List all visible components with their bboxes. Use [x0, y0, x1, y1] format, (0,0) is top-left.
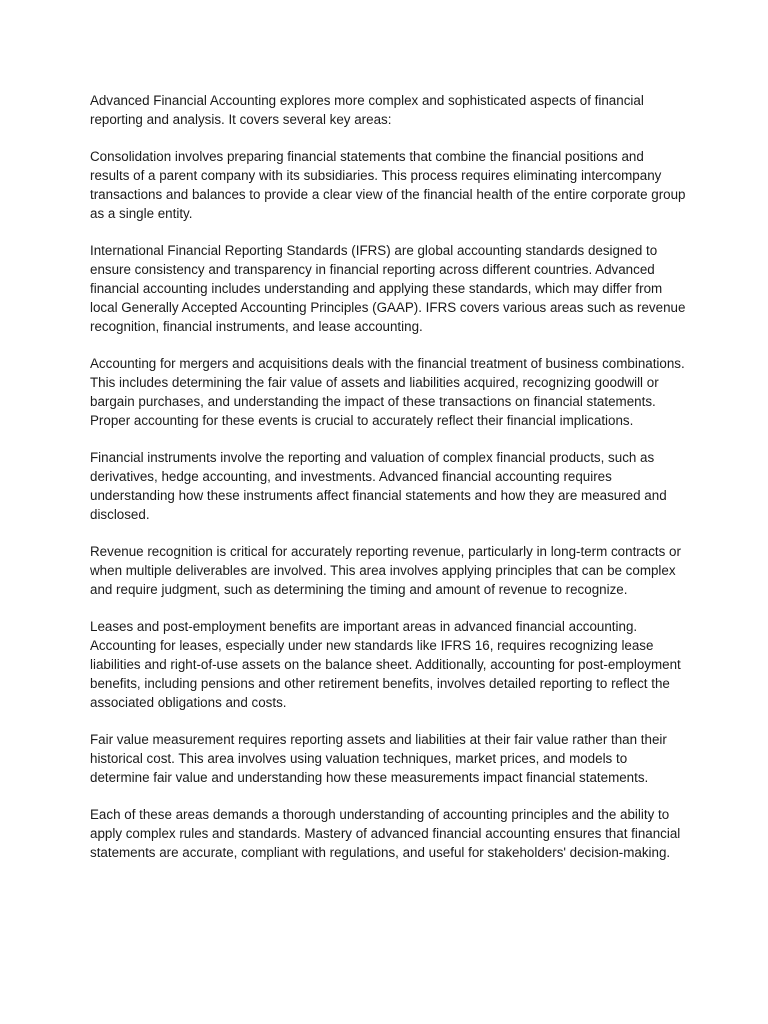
paragraph-financial-instruments: Financial instruments involve the reporting and valuation of complex financial products, such as derivatives, hedge accounting, and investments. Advanced financial accounting requires understanding how these instruments affect financial statements and how they are measured and disclosed. [90, 450, 667, 522]
paragraph-fair-value: Fair value measurement requires reporting assets and liabilities at their fair value rather than their historical cost. This area involves using valuation techniques, market prices, and models to determine fair value and understanding how these measurements impact financial statements. [90, 732, 667, 785]
paragraph-intro: Advanced Financial Accounting explores more complex and sophisticated aspects of financial reporting and analysis. It covers several key areas: [90, 93, 644, 127]
document-body [90, 92, 686, 863]
paragraph-conclusion: Each of these areas demands a thorough understanding of accounting principles and the ability to apply complex rules and standards. Mastery of advanced financial accounting ensures that financial statements are accurate, compliant with regulations, and useful for stakeholders' decision-making. [90, 807, 681, 860]
paragraph-revenue-recognition: Revenue recognition is critical for accurately reporting revenue, particularly in long-term contracts or when multiple deliverables are involved. This area involves applying principles that can be complex and require judgment, such as determining the timing and amount of revenue to recognize. [90, 544, 681, 597]
paragraph-consolidation: Consolidation involves preparing financial statements that combine the financial positions and results of a parent company with its subsidiaries. This process requires eliminating intercompany transactions and balances to provide a clear view of the financial health of the entire corporate group as a single entity. [90, 149, 686, 221]
paragraph-leases-benefits: Leases and post-employment benefits are important areas in advanced financial accounting. Accounting for leases, especially under new standards like IFRS 16, requires recognizing lease liabilities and right-of-use assets on the balance sheet. Additionally, accounting for post-employment benefits, including pensions and other retirement benefits, involves detailed reporting to reflect the associated obligations and costs. [90, 619, 681, 710]
paragraph-mergers-acquisitions: Accounting for mergers and acquisitions deals with the financial treatment of business combinations. This includes determining the fair value of assets and liabilities acquired, recognizing goodwill or bargain purchases, and understanding the impact of these transactions on financial statements. Proper accounting for these events is crucial to accurately reflect their financial implications. [90, 356, 685, 428]
paragraph-ifrs: International Financial Reporting Standards (IFRS) are global accounting standards designed to ensure consistency and transparency in financial reporting across different countries. Advanced financial accounting includes understanding and applying these standards, which may differ from local Generally Accepted Accounting Principles (GAAP). IFRS covers various areas such as revenue recognition, financial instruments, and lease accounting. [90, 243, 686, 334]
